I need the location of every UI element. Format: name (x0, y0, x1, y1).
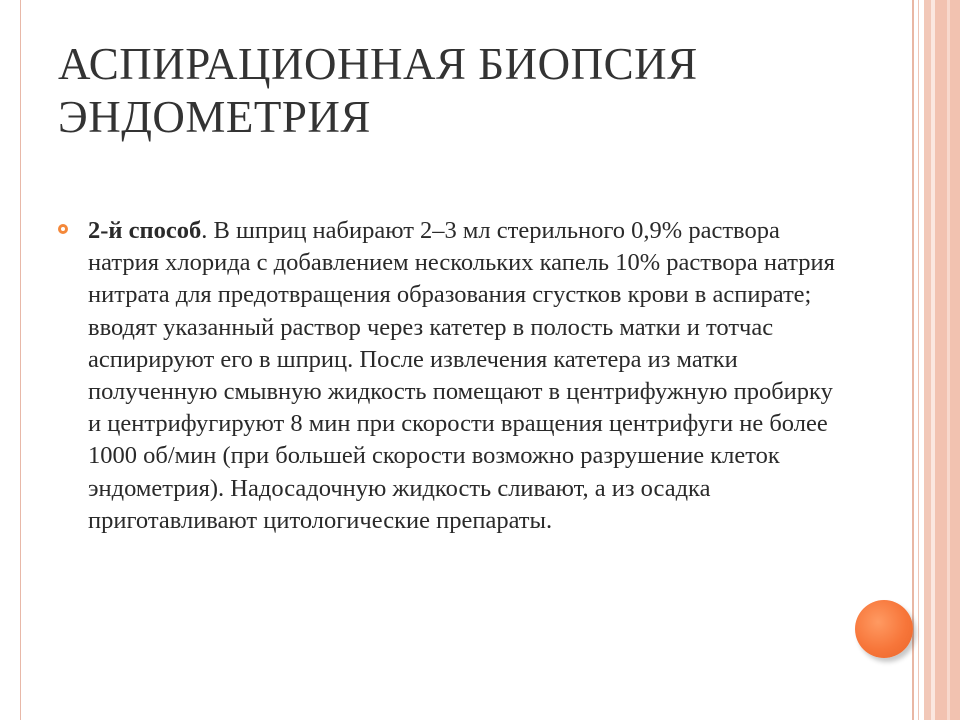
bullet-body: . В шприц набирают 2–3 мл стерильного 0,9% раствора натрия хлорида с добавлением нескольких капель 10% раствора натрия нитрата для предотвращения образования сгустков крови в аспирате; вводят указанный раствор через катетер в полость матки и тотчас аспирируют его в шприц. После извлечения катетера из матки полученную смывную жидкость помещают в центрифужную пробирку и центрифугируют 8 мин при скорости вращения центрифуги не более 1000 об/мин (при большей скорости возможно разрушение клеток эндометрия). Надосадочную жидкость сливают, а из осадка приготавливают цитологические препараты. (88, 217, 835, 534)
slide-title: АСПИРАЦИОННАЯ БИОПСИЯ ЭНДОМЕТРИЯ (58, 39, 698, 142)
left-border-line (20, 0, 21, 720)
bullet-circle-icon (58, 224, 68, 234)
orange-circle-decoration (855, 600, 913, 658)
bullet-text (88, 215, 838, 537)
right-decor-stripe (918, 0, 919, 720)
right-decor-stripe (947, 0, 950, 720)
right-decor-stripe (912, 0, 914, 720)
bullet-lead: 2-й способ (88, 217, 202, 244)
bullet-item (58, 215, 838, 537)
right-decor-stripe (924, 0, 931, 720)
